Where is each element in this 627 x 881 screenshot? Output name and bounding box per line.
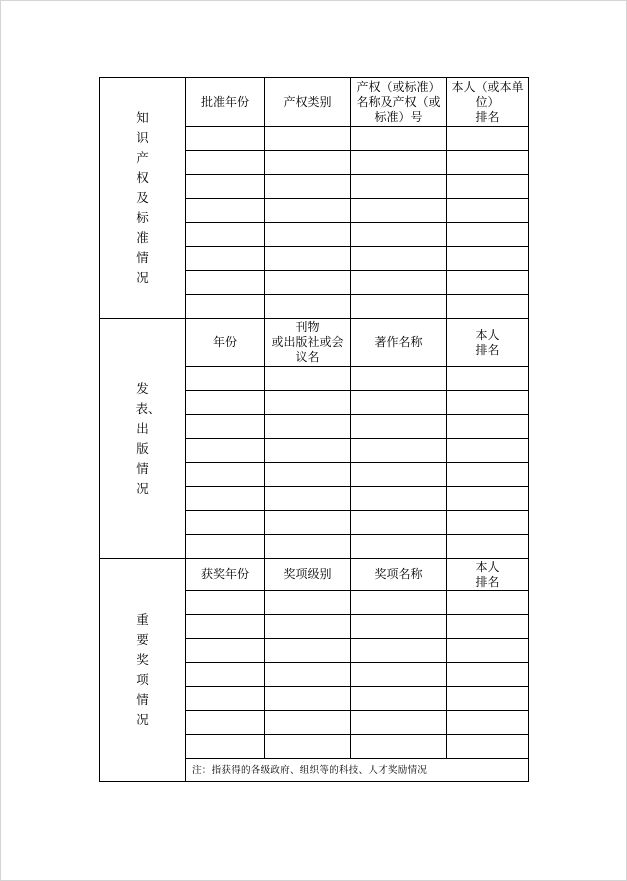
input-cell[interactable]	[186, 639, 265, 663]
input-cell[interactable]	[351, 735, 447, 759]
input-cell[interactable]	[186, 271, 265, 295]
input-cell[interactable]	[351, 439, 447, 463]
input-cell[interactable]	[186, 199, 265, 223]
column-header	[265, 559, 351, 591]
section-header-row	[100, 559, 529, 591]
input-cell[interactable]	[186, 127, 265, 151]
input-cell[interactable]	[351, 615, 447, 639]
input-cell[interactable]	[351, 271, 447, 295]
input-cell[interactable]	[351, 223, 447, 247]
input-cell[interactable]	[186, 391, 265, 415]
input-cell[interactable]	[265, 535, 351, 559]
input-cell[interactable]	[447, 511, 529, 535]
input-cell[interactable]	[186, 439, 265, 463]
column-header	[447, 319, 529, 367]
column-header	[186, 319, 265, 367]
input-cell[interactable]	[351, 199, 447, 223]
input-cell[interactable]	[265, 415, 351, 439]
input-cell[interactable]	[351, 511, 447, 535]
input-cell[interactable]	[351, 591, 447, 615]
input-cell[interactable]	[351, 711, 447, 735]
input-cell[interactable]	[265, 271, 351, 295]
input-cell[interactable]	[265, 711, 351, 735]
input-cell[interactable]	[447, 663, 529, 687]
input-cell[interactable]	[447, 535, 529, 559]
input-cell[interactable]	[186, 295, 265, 319]
input-cell[interactable]	[447, 127, 529, 151]
section-title: 知识产权及标准情况	[136, 110, 149, 285]
input-cell[interactable]	[351, 127, 447, 151]
input-cell[interactable]	[351, 367, 447, 391]
input-cell[interactable]	[351, 663, 447, 687]
column-header	[351, 78, 447, 127]
input-cell[interactable]	[186, 511, 265, 535]
input-cell[interactable]	[351, 391, 447, 415]
input-cell[interactable]	[447, 687, 529, 711]
input-cell[interactable]	[351, 535, 447, 559]
input-cell[interactable]	[447, 295, 529, 319]
input-cell[interactable]	[447, 439, 529, 463]
input-cell[interactable]	[186, 687, 265, 711]
input-cell[interactable]	[265, 175, 351, 199]
input-cell[interactable]	[351, 247, 447, 271]
section-title-cell	[100, 319, 186, 559]
input-cell[interactable]	[447, 415, 529, 439]
input-cell[interactable]	[265, 639, 351, 663]
input-cell[interactable]	[351, 487, 447, 511]
input-cell[interactable]	[351, 151, 447, 175]
input-cell[interactable]	[447, 591, 529, 615]
input-cell[interactable]	[265, 687, 351, 711]
input-cell[interactable]	[265, 735, 351, 759]
input-cell[interactable]	[265, 367, 351, 391]
input-cell[interactable]	[265, 663, 351, 687]
input-cell[interactable]	[186, 223, 265, 247]
input-cell[interactable]	[265, 591, 351, 615]
input-cell[interactable]	[186, 463, 265, 487]
input-cell[interactable]	[447, 271, 529, 295]
section-header-row	[100, 319, 529, 367]
column-header	[265, 78, 351, 127]
note-text: 注：指获得的各级政府、组织等的科技、人才奖励情况	[186, 759, 529, 782]
column-header	[351, 319, 447, 367]
input-cell[interactable]	[186, 415, 265, 439]
input-cell[interactable]	[351, 175, 447, 199]
section-title-cell	[100, 78, 186, 319]
input-cell[interactable]	[265, 127, 351, 151]
section-title: 发表、出版情况	[135, 380, 161, 496]
column-header-label: 产权（或标准） 名称及产权（或 标准）号	[356, 79, 441, 124]
input-cell[interactable]	[265, 463, 351, 487]
input-cell[interactable]	[447, 199, 529, 223]
input-cell[interactable]	[265, 199, 351, 223]
column-header-label: 刊物 或出版社或会 议名	[271, 320, 344, 364]
input-cell[interactable]	[186, 615, 265, 639]
input-cell[interactable]	[447, 247, 529, 271]
column-header	[447, 78, 529, 127]
column-header-label: 本人（或本单 位） 排名	[451, 79, 524, 124]
input-cell[interactable]	[265, 151, 351, 175]
column-header	[447, 559, 529, 591]
input-cell[interactable]	[186, 663, 265, 687]
column-header-label: 批准年份	[200, 94, 249, 109]
input-cell[interactable]	[351, 687, 447, 711]
section-title: 重要奖项情况	[136, 612, 149, 727]
input-cell[interactable]	[351, 639, 447, 663]
input-cell[interactable]	[265, 511, 351, 535]
input-cell[interactable]	[447, 615, 529, 639]
input-cell[interactable]	[351, 415, 447, 439]
input-cell[interactable]	[186, 151, 265, 175]
input-cell[interactable]	[265, 615, 351, 639]
input-cell[interactable]	[447, 711, 529, 735]
input-cell[interactable]	[351, 463, 447, 487]
input-cell[interactable]	[447, 487, 529, 511]
input-cell[interactable]	[265, 391, 351, 415]
input-cell[interactable]	[447, 463, 529, 487]
input-cell[interactable]	[186, 711, 265, 735]
column-header-label: 著作名称	[374, 335, 423, 349]
input-cell[interactable]	[186, 247, 265, 271]
input-cell[interactable]	[265, 439, 351, 463]
input-cell[interactable]	[265, 223, 351, 247]
input-cell[interactable]	[447, 391, 529, 415]
input-cell[interactable]	[186, 535, 265, 559]
column-header-label: 本人 排名	[475, 327, 500, 357]
input-cell[interactable]	[186, 175, 265, 199]
column-header	[186, 78, 265, 127]
input-cell[interactable]	[265, 247, 351, 271]
column-header	[351, 559, 447, 591]
input-cell[interactable]	[447, 639, 529, 663]
column-header-label: 奖项级别	[283, 567, 332, 581]
column-header-label: 产权类别	[283, 94, 332, 109]
input-cell[interactable]	[447, 367, 529, 391]
column-header	[265, 319, 351, 367]
column-header-label: 本人 排名	[475, 559, 500, 589]
column-header-label: 奖项名称	[374, 567, 423, 581]
input-cell[interactable]	[447, 735, 529, 759]
input-cell[interactable]	[186, 591, 265, 615]
column-header-label: 获奖年份	[200, 567, 249, 581]
info-form-table	[99, 77, 529, 782]
input-cell[interactable]	[265, 295, 351, 319]
input-cell[interactable]	[351, 295, 447, 319]
column-header	[186, 559, 265, 591]
input-cell[interactable]	[186, 367, 265, 391]
section-title-cell	[100, 559, 186, 782]
input-cell[interactable]	[265, 487, 351, 511]
column-header-label: 年份	[212, 335, 237, 349]
input-cell[interactable]	[447, 151, 529, 175]
section-header-row	[100, 78, 529, 127]
input-cell[interactable]	[186, 487, 265, 511]
input-cell[interactable]	[186, 735, 265, 759]
input-cell[interactable]	[447, 223, 529, 247]
input-cell[interactable]	[447, 175, 529, 199]
